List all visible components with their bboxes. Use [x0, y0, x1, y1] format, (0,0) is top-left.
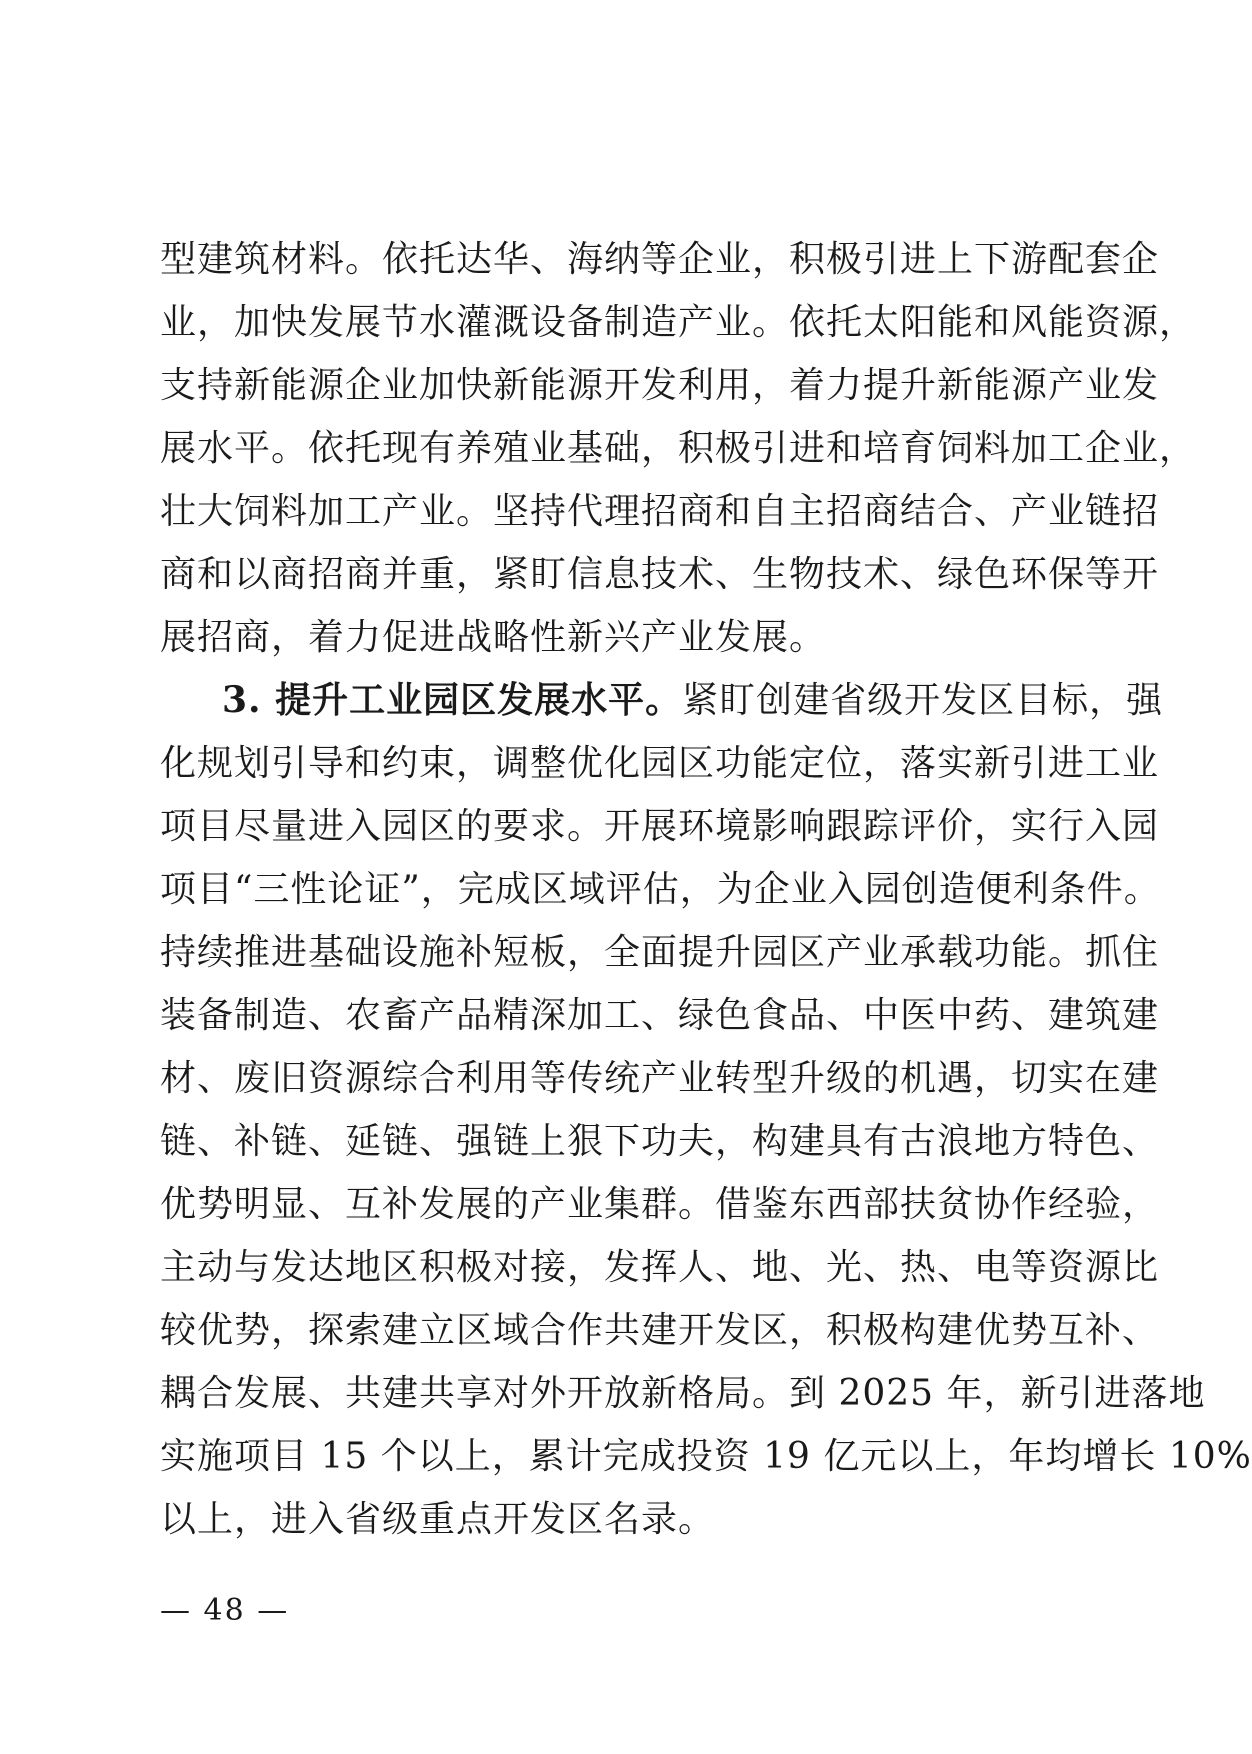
body-text	[160, 228, 1252, 1551]
text-line: 装备制造、农畜产品精深加工、绿色食品、中医中药、建筑建	[160, 995, 1160, 1036]
text-line: 壮大饲料加工产业。坚持代理招商和自主招商结合、产业链招	[160, 491, 1160, 532]
text-line: 主动与发达地区积极对接，发挥人、地、光、热、电等资源比	[160, 1247, 1160, 1288]
text-line: 耦合发展、共建共享对外开放新格局。到 2025 年，新引进落地	[160, 1373, 1206, 1414]
text-line: 支持新能源企业加快新能源开发利用，着力提升新能源产业发	[160, 365, 1160, 406]
text-line: 项目尽量进入园区的要求。开展环境影响跟踪评价，实行入园	[160, 806, 1160, 847]
text-line: 业，加快发展节水灌溉设备制造产业。依托太阳能和风能资源，	[160, 302, 1197, 343]
text-line: 优势明显、互补发展的产业集群。借鉴东西部扶贫协作经验，	[160, 1184, 1160, 1225]
text-line: 持续推进基础设施补短板，全面提升园区产业承载功能。抓住	[160, 932, 1160, 973]
text-line: 实施项目 15 个以上，累计完成投资 19 亿元以上，年均增长 10%	[160, 1436, 1252, 1477]
text-line: 链、补链、延链、强链上狠下功夫，构建具有古浪地方特色、	[160, 1121, 1160, 1162]
text-line: 型建筑材料。依托达华、海纳等企业，积极引进上下游配套企	[160, 239, 1160, 280]
paragraph	[160, 669, 1252, 1551]
text-run: 紧盯创建省级开发区目标，强	[682, 680, 1164, 721]
text-line: 商和以商招商并重，紧盯信息技术、生物技术、绿色环保等开	[160, 554, 1160, 595]
text-line: 以上，进入省级重点开发区名录。	[160, 1499, 716, 1540]
paragraph	[160, 228, 1197, 669]
text-line: 展招商，着力促进战略性新兴产业发展。	[160, 617, 827, 658]
text-line	[160, 669, 1164, 732]
section-heading: 3. 提升工业园区发展水平。	[222, 679, 683, 721]
text-line: 化规划引导和约束，调整优化园区功能定位，落实新引进工业	[160, 743, 1160, 784]
text-line: 较优势，探索建立区域合作共建开发区，积极构建优势互补、	[160, 1310, 1160, 1351]
text-line: 展水平。依托现有养殖业基础，积极引进和培育饲料加工企业，	[160, 428, 1197, 469]
page-number: — 48 —	[160, 1593, 290, 1628]
text-line: 材、废旧资源综合利用等传统产业转型升级的机遇，切实在建	[160, 1058, 1160, 1099]
text-line: 项目“三性论证”，完成区域评估，为企业入园创造便利条件。	[160, 869, 1161, 910]
